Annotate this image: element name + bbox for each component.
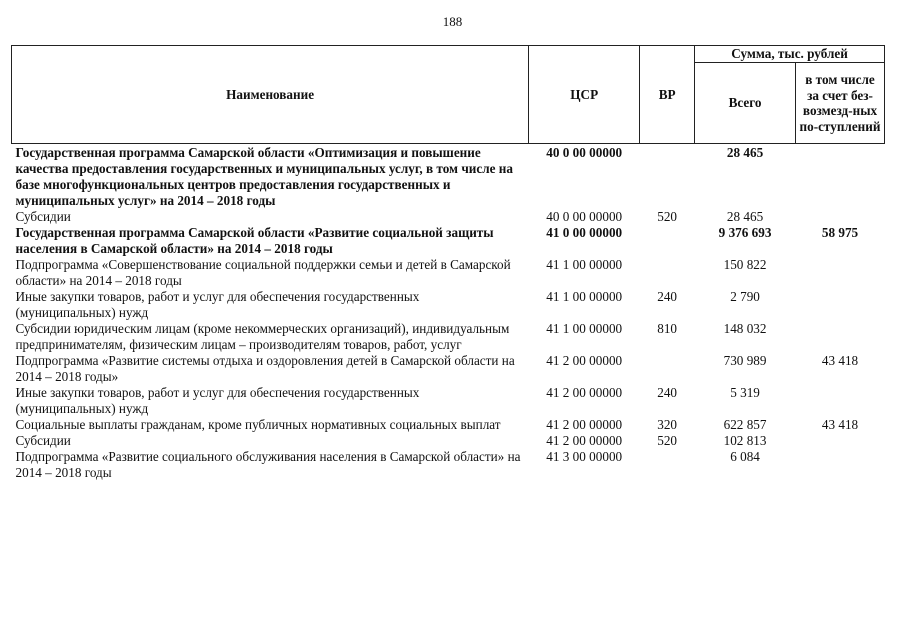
row-name: Государственная программа Самарской области «Оптимизация и повышение качества предоставления государственных и муниципальных услуг, в том числе на базе многофункциональных центров предоставления государственных и муниципальных услуг» на 2014 – 2018 годы: [15, 145, 513, 208]
table-body: [12, 144, 885, 482]
row-total: 622 857: [723, 417, 767, 432]
row-total: 6 084: [730, 449, 760, 464]
table-header: [12, 46, 885, 144]
row-csr: 41 2 00 00000: [546, 433, 623, 448]
table-row: [12, 385, 885, 417]
table-row: [12, 225, 885, 257]
row-csr: 41 1 00 00000: [546, 257, 623, 272]
row-vr: 520: [657, 209, 678, 224]
row-name: Иные закупки товаров, работ и услуг для обеспечения государственных (муниципальных) нужд: [15, 289, 420, 320]
row-total: 148 032: [723, 321, 767, 336]
row-name: Подпрограмма «Совершенствование социальной поддержки семьи и детей в Самарской области» на 2014 – 2018 годы: [15, 257, 511, 288]
header-csr: ЦСР: [529, 46, 640, 144]
row-name: Иные закупки товаров, работ и услуг для обеспечения государственных (муниципальных) нужд: [15, 385, 420, 416]
table-row: [12, 353, 885, 385]
row-total: 28 465: [726, 145, 764, 160]
row-free: [796, 209, 885, 225]
row-free: [796, 321, 885, 353]
row-free: [796, 433, 885, 449]
budget-table: [11, 45, 885, 481]
row-total: 9 376 693: [718, 225, 772, 240]
row-name: Субсидии: [15, 209, 71, 224]
row-csr: 40 0 00 00000: [546, 209, 623, 224]
row-free: [796, 449, 885, 481]
row-csr: 41 2 00 00000: [546, 385, 623, 400]
row-csr: 41 1 00 00000: [546, 321, 623, 336]
row-vr: [640, 449, 695, 481]
row-csr: 41 0 00 00000: [546, 225, 623, 240]
table-row: [12, 144, 885, 210]
row-vr: [640, 257, 695, 289]
row-total: 2 790: [730, 289, 760, 304]
row-csr: 41 1 00 00000: [546, 289, 623, 304]
page-number: 188: [442, 14, 463, 29]
row-vr: [640, 225, 695, 257]
header-free: в том числе за счет без-возмезд-ных по-ступлений: [796, 63, 885, 144]
row-vr: 520: [657, 433, 678, 448]
table-row: [12, 417, 885, 433]
row-total: 150 822: [723, 257, 767, 272]
row-name: Государственная программа Самарской области «Развитие социальной защиты населения в Самарской области» на 2014 – 2018 годы: [15, 225, 494, 256]
row-total: 102 813: [723, 433, 767, 448]
row-free: [796, 257, 885, 289]
table-row: [12, 321, 885, 353]
row-name: Субсидии юридическим лицам (кроме некоммерческих организаций), индивидуальным предпринимателям, физическим лицам – производителям товаров, работ, услуг: [15, 321, 510, 352]
row-vr: 240: [657, 289, 678, 304]
row-name: Подпрограмма «Развитие системы отдыха и оздоровления детей в Самарской области на 2014 – 2018 годы»: [15, 353, 515, 384]
header-vr: ВР: [640, 46, 695, 144]
row-free: [796, 289, 885, 321]
row-total: 28 465: [726, 209, 764, 224]
row-free: [796, 385, 885, 417]
table-row: [12, 209, 885, 225]
row-csr: 41 3 00 00000: [546, 449, 623, 464]
table-row: [12, 289, 885, 321]
header-total: Всего: [695, 63, 796, 144]
row-total: 5 319: [730, 385, 760, 400]
row-total: 730 989: [723, 353, 767, 368]
row-free: [796, 144, 885, 210]
row-vr: [640, 144, 695, 210]
row-csr: 41 2 00 00000: [546, 353, 623, 368]
header-sum: Сумма, тыс. рублей: [695, 46, 885, 63]
row-name: Социальные выплаты гражданам, кроме публичных нормативных социальных выплат: [15, 417, 501, 432]
row-csr: 40 0 00 00000: [546, 145, 623, 160]
table-row: [12, 449, 885, 481]
table-row: [12, 257, 885, 289]
row-name: Подпрограмма «Развитие социального обслуживания населения в Самарской области» на 2014 – 2018 годы: [15, 449, 521, 480]
row-vr: 320: [657, 417, 678, 432]
row-vr: 810: [657, 321, 678, 336]
row-free: 58 975: [821, 225, 859, 240]
row-vr: [640, 353, 695, 385]
header-name: Наименование: [12, 46, 529, 144]
row-csr: 41 2 00 00000: [546, 417, 623, 432]
row-free: 43 418: [821, 353, 859, 368]
table-row: [12, 433, 885, 449]
row-name: Субсидии: [15, 433, 71, 448]
row-vr: 240: [657, 385, 678, 400]
row-free: 43 418: [821, 417, 859, 432]
